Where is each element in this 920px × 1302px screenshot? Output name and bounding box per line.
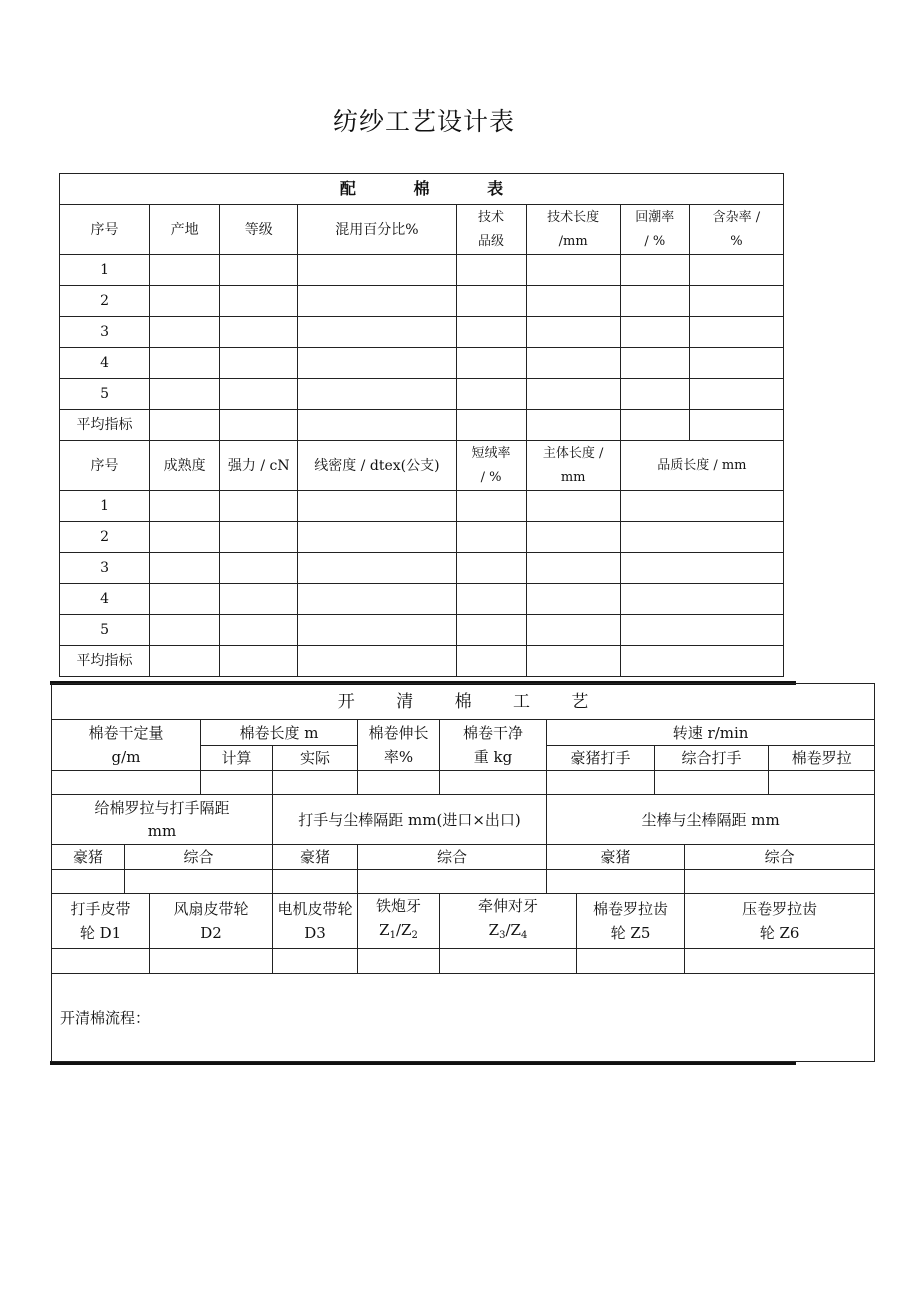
row-number: 4 bbox=[60, 348, 150, 379]
table-row bbox=[60, 522, 784, 553]
row-number: 4 bbox=[60, 584, 150, 615]
header-cell: 技术 品级 bbox=[456, 205, 526, 255]
table-row bbox=[60, 286, 784, 317]
header-cell: 品质长度 / mm bbox=[620, 441, 783, 491]
table-row bbox=[52, 771, 875, 795]
speed-header: 转速 r/min bbox=[547, 720, 875, 746]
header-cell: 技术长度 /mm bbox=[526, 205, 620, 255]
table-row bbox=[60, 615, 784, 646]
table-row bbox=[60, 553, 784, 584]
table-row bbox=[60, 317, 784, 348]
lap-stretch-header: 棉卷伸长 率% bbox=[358, 720, 440, 771]
lap-length-actual-header: 实际 bbox=[273, 746, 358, 771]
header-cell: 成熟度 bbox=[150, 441, 220, 491]
table-header-row bbox=[60, 205, 784, 255]
row-number: 1 bbox=[60, 255, 150, 286]
draft-gear-header: 牵伸对牙 $Z_3/Z_4$ bbox=[440, 894, 577, 949]
opening-table-title: 开 清 棉 工 艺 bbox=[52, 684, 875, 720]
cone-gear-header: 铁炮牙 $Z_1/Z_2$ bbox=[358, 894, 440, 949]
combined-label: 综合 bbox=[358, 845, 547, 870]
table-row bbox=[60, 491, 784, 522]
average-label: 平均指标 bbox=[60, 646, 150, 677]
table-header-row bbox=[60, 441, 784, 491]
page-title: 纺纱工艺设计表 bbox=[332, 107, 515, 136]
speed-lap-roller-header: 棉卷罗拉 bbox=[769, 746, 875, 771]
header-cell: 含杂率 / % bbox=[689, 205, 783, 255]
row-number: 1 bbox=[60, 491, 150, 522]
cotton-blending-table bbox=[59, 173, 784, 677]
header-cell: 强力 / cN bbox=[220, 441, 298, 491]
speed-combined-header: 综合打手 bbox=[655, 746, 769, 771]
row-number: 3 bbox=[60, 553, 150, 584]
motor-pulley-header: 电机皮带轮 D3 bbox=[273, 894, 358, 949]
table-row bbox=[60, 410, 784, 441]
speed-porcupine-header: 豪猪打手 bbox=[547, 746, 655, 771]
lap-length-header: 棉卷长度 m bbox=[201, 720, 358, 746]
header-cell: 产地 bbox=[150, 205, 220, 255]
header-cell: 短绒率 / % bbox=[456, 441, 526, 491]
row-number: 5 bbox=[60, 615, 150, 646]
average-label: 平均指标 bbox=[60, 410, 150, 441]
porcupine-label: 豪猪 bbox=[52, 845, 125, 870]
fan-pulley-header: 风扇皮带轮 D2 bbox=[150, 894, 273, 949]
table-row bbox=[52, 949, 875, 974]
table-row bbox=[60, 646, 784, 677]
beater-grid-gauge-header: 打手与尘棒隔距 mm(进口×出口) bbox=[273, 795, 547, 845]
press-roller-gear-header: 压卷罗拉齿 轮 Z6 bbox=[685, 894, 875, 949]
row-number: 3 bbox=[60, 317, 150, 348]
header-cell: 等级 bbox=[220, 205, 298, 255]
porcupine-label: 豪猪 bbox=[547, 845, 685, 870]
header-cell: 混用百分比% bbox=[298, 205, 456, 255]
lap-roller-gear-header: 棉卷罗拉齿 轮 Z5 bbox=[577, 894, 685, 949]
table-row bbox=[60, 348, 784, 379]
porcupine-label: 豪猪 bbox=[273, 845, 358, 870]
header-cell: 序号 bbox=[60, 441, 150, 491]
header-cell: 线密度 / dtex(公支) bbox=[298, 441, 456, 491]
row-number: 5 bbox=[60, 379, 150, 410]
table-row bbox=[52, 870, 875, 894]
feed-roller-gauge-header: 给棉罗拉与打手隔距 mm bbox=[52, 795, 273, 845]
table-row bbox=[60, 255, 784, 286]
lap-weight-header: 棉卷干定量 g/m bbox=[52, 720, 201, 771]
combined-label: 综合 bbox=[125, 845, 273, 870]
table-row bbox=[60, 584, 784, 615]
row-number: 2 bbox=[60, 522, 150, 553]
lap-length-calc-header: 计算 bbox=[201, 746, 273, 771]
cotton-table-title: 配 棉 表 bbox=[60, 174, 784, 205]
opening-cleaning-table bbox=[51, 683, 875, 1062]
row-number: 2 bbox=[60, 286, 150, 317]
header-cell: 回潮率 / % bbox=[620, 205, 689, 255]
process-flow-field[interactable]: 开清棉流程： bbox=[52, 974, 875, 1062]
header-cell: 主体长度 / mm bbox=[526, 441, 620, 491]
combined-label: 综合 bbox=[685, 845, 875, 870]
table-row bbox=[60, 379, 784, 410]
beater-pulley-header: 打手皮带 轮 D1 bbox=[52, 894, 150, 949]
lap-net-weight-header: 棉卷干净 重 kg bbox=[440, 720, 547, 771]
grid-bar-gauge-header: 尘棒与尘棒隔距 mm bbox=[547, 795, 875, 845]
header-cell: 序号 bbox=[60, 205, 150, 255]
